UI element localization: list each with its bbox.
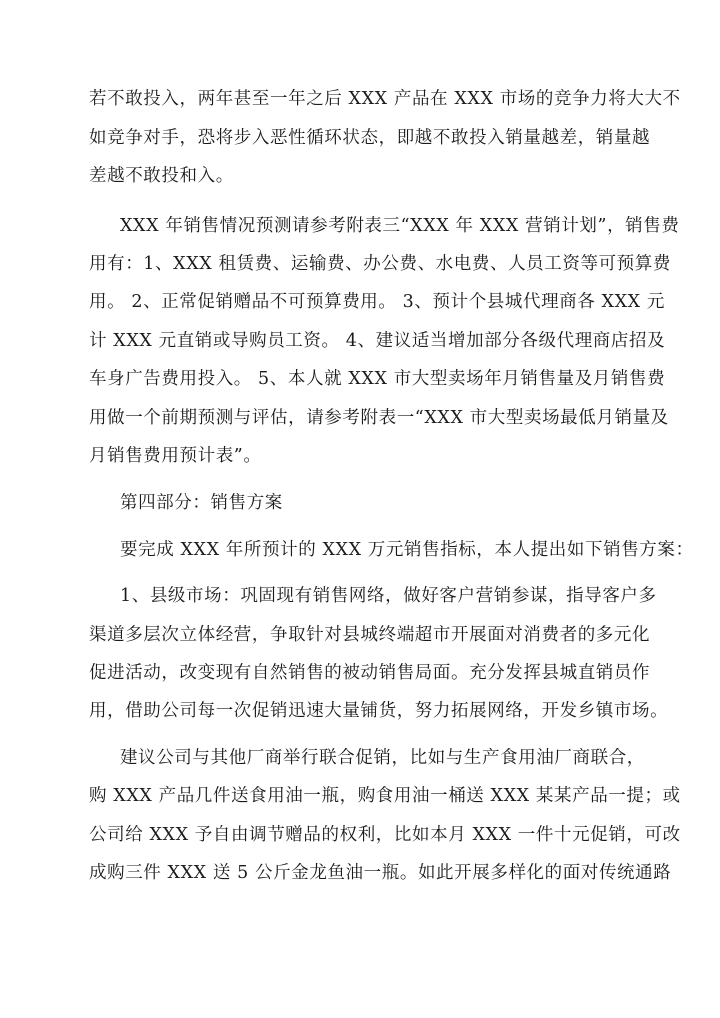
text-line: 用，借助公司每一次促销迅速大量铺货，努力拓展网络，开发乡镇市场。: [89, 701, 669, 721]
text-line: 月销售费用预计表”。: [89, 446, 262, 466]
text-line: 成购三件 XXX 送 5 公斤金龙鱼油一瓶。如此开展多样化的面对传统通路: [89, 863, 672, 883]
paragraph-first-line: 建议公司与其他厂商举行联合促销，比如与生产食用油厂商联合，: [120, 748, 645, 768]
text-line: 如竞争对手，恐将步入恶性循环状态，即越不敢投入销量越差，销量越: [89, 128, 651, 148]
paragraph-first-line: XXX 年销售情况预测请参考附表三“XXX 年 XXX 营销计划”，销售费: [120, 216, 680, 236]
text-line: 差越不敢投和入。: [89, 166, 234, 186]
text-line: 用做一个前期预测与评估，请参考附表一“XXX 市大型卖场最低月销量及: [89, 408, 669, 428]
text-line: 用有：1、XXX 租赁费、运输费、办公费、水电费、人员工资等可预算费: [89, 254, 671, 274]
text-line: 计 XXX 元直销或导购员工资。 4、建议适当增加部分各级代理商店招及: [89, 331, 666, 351]
text-line: 若不敢投入，两年甚至一年之后 XXX 产品在 XXX 市场的竞争力将大大不: [89, 89, 681, 109]
paragraph-first-line: 要完成 XXX 年所预计的 XXX 万元销售指标，本人提出如下销售方案：: [120, 540, 694, 560]
text-line: 公司给 XXX 予自由调节赠品的权利，比如本月 XXX 一件十元促销，可改: [89, 825, 681, 845]
text-line: 促进活动，改变现有自然销售的被动销售局面。充分发挥县城直销员作: [89, 663, 651, 683]
paragraph-first-line: 1、县级市场：巩固现有销售网络，做好客户营销参谋，指导客户多: [120, 586, 657, 606]
text-line: 车身广告费用投入。 5、本人就 XXX 市大型卖场年月销售量及月销售费: [89, 369, 666, 389]
text-line: 购 XXX 产品几件送食用油一瓶，购食用油一桶送 XXX 某某产品一提；或: [89, 786, 681, 806]
text-line: 渠道多层次立体经营，争取针对县城终端超市开展面对消费者的多元化: [89, 625, 651, 645]
text-line: 用。 2、正常促销赠品不可预算费用。 3、预计个县城代理商各 XXX 元: [89, 292, 665, 312]
section-heading: 第四部分：销售方案: [120, 493, 283, 513]
